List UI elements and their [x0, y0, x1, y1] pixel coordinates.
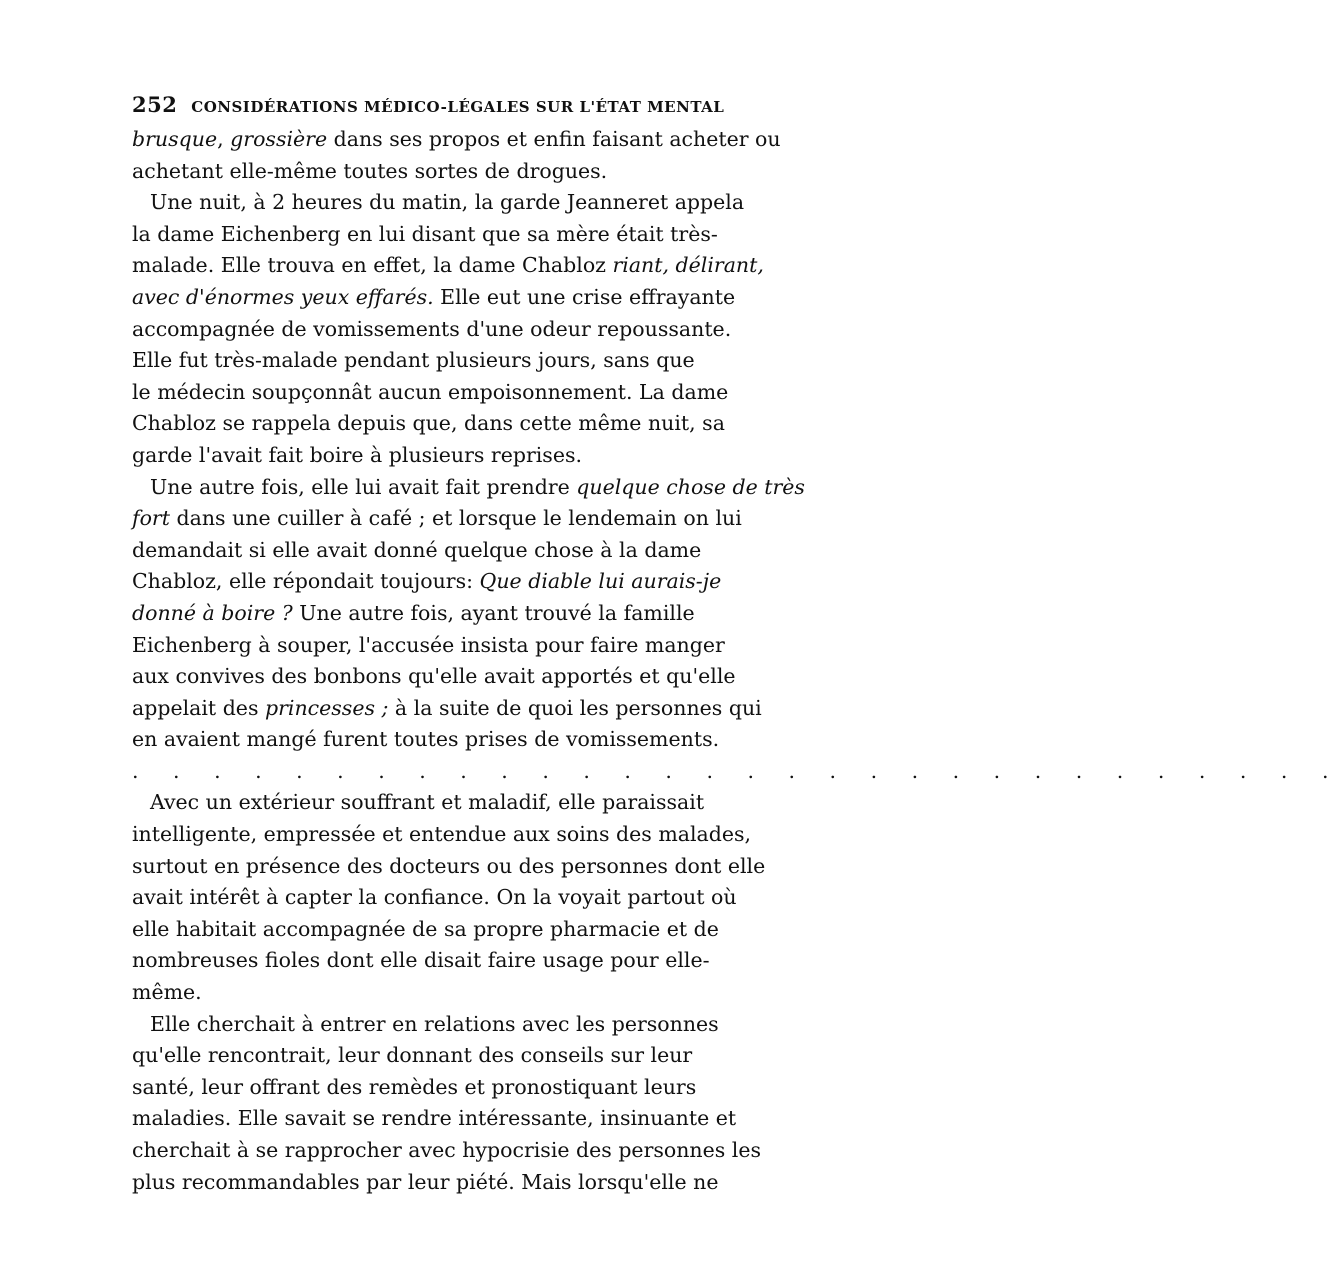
text-line: [132, 219, 718, 251]
text-run: le médecin soupçonnât aucun empoisonnement. La dame: [132, 379, 729, 404]
text-line: [132, 1167, 719, 1199]
text-run: Une autre fois, ayant trouvé la famille: [292, 600, 695, 625]
italic-text: princesses ;: [264, 695, 389, 720]
text-line: [132, 819, 752, 851]
text-run: Eichenberg à souper, l'accusée insista pour faire manger: [132, 632, 725, 657]
text-line: [132, 882, 737, 914]
ellipsis-separator: [132, 756, 1342, 788]
text-run: même.: [132, 980, 202, 1005]
text-run: en avaient mangé furent toutes prises de vomissements.: [132, 727, 720, 752]
text-line: [132, 408, 725, 440]
text-line: [132, 630, 725, 662]
text-line: [132, 693, 762, 725]
text-line: [132, 945, 710, 977]
text-run: la dame Eichenberg en lui disant que sa mère était très-: [132, 221, 718, 246]
text-line: [132, 1009, 719, 1041]
italic-text: brusque: [132, 127, 218, 151]
text-run: surtout en présence des docteurs ou des personnes dont elle: [132, 853, 766, 878]
italic-text: fort: [132, 506, 170, 531]
text-run: maladies. Elle savait se rendre intéressante, insinuante et: [132, 1106, 737, 1131]
text-line: [132, 377, 729, 409]
text-run: dans ses propos et enfin faisant acheter ou: [327, 127, 781, 151]
text-line: [132, 851, 766, 883]
text-line: [132, 472, 805, 504]
text-run: qu'elle rencontrait, leur donnant des conseils sur leur: [132, 1043, 693, 1068]
text-run: nombreuses fioles dont elle disait faire usage pour elle-: [132, 948, 710, 973]
text-run: Elle cherchait à entrer en relations avec les personnes: [150, 1011, 719, 1036]
text-run: Chabloz, elle répondait toujours:: [132, 569, 480, 594]
text-line: [132, 282, 736, 314]
text-run: avait intérêt à capter la confiance. On la voyait partout où: [132, 885, 737, 910]
italic-text: Que diable lui aurais-je: [479, 569, 722, 594]
text-line: [132, 156, 677, 188]
text-line: [132, 187, 745, 219]
text-run: elle habitait accompagnée de sa propre pharmacie et de: [132, 916, 719, 941]
text-run: à la suite de quoi les personnes qui: [388, 695, 762, 720]
text-run: Elle eut une crise effrayante: [433, 284, 736, 309]
text-line: [132, 345, 695, 377]
page-number: 252: [132, 92, 178, 117]
text-line: [132, 566, 722, 598]
text-run: santé, leur offrant des remèdes et pronostiquant leurs: [132, 1074, 697, 1099]
text-run: demandait si elle avait donné quelque chose à la dame: [132, 537, 702, 562]
text-run: Avec un extérieur souffrant et maladif, elle paraissait: [150, 790, 705, 815]
text-run: . . . . . . . . . . . . . . . . . . . . . . . . . . . . . .: [132, 758, 1342, 783]
text-line: [132, 724, 720, 756]
text-run: Elle fut très-malade pendant plusieurs jours, sans que: [132, 348, 695, 373]
text-run: dans une cuiller à café ; et lorsque le lendemain on lui: [169, 506, 742, 531]
italic-text: avec d'énormes yeux effarés.: [132, 284, 434, 309]
text-line: [132, 1103, 737, 1135]
text-line: [132, 787, 705, 819]
text-run: achetant elle-même toutes sortes de drogues.: [132, 158, 608, 183]
text-run: garde l'avait fait boire à plusieurs reprises.: [132, 442, 582, 467]
text-line: [132, 598, 695, 630]
text-run: aux convives des bonbons qu'elle avait apportés et qu'elle: [132, 664, 736, 689]
italic-text: grossière: [230, 127, 328, 151]
text-run: cherchait à se rapprocher avec hypocrisie des personnes les: [132, 1138, 762, 1162]
running-head: [132, 92, 725, 117]
text-line: [132, 661, 736, 693]
text-run: appelait des: [132, 695, 265, 720]
text-run: plus recommandables par leur piété. Mais lorsqu'elle ne: [132, 1169, 719, 1194]
text-line: [132, 124, 781, 156]
text-line: [132, 977, 677, 1009]
text-line: [132, 914, 719, 946]
text-run: intelligente, empressée et entendue aux soins des malades,: [132, 822, 752, 847]
text-run: Chabloz se rappela depuis que, dans cette même nuit, sa: [132, 411, 725, 436]
text-line: [132, 314, 732, 346]
italic-text: quelque chose de très: [576, 474, 805, 499]
text-run: accompagnée de vomissements d'une odeur repoussante.: [132, 316, 732, 341]
text-line: [132, 440, 677, 472]
italic-text: riant, délirant,: [612, 253, 764, 278]
text-run: Une autre fois, elle lui avait fait prendre: [150, 474, 577, 499]
text-run: Une nuit, à 2 heures du matin, la garde Jeanneret appela: [150, 190, 745, 215]
text-line: [132, 250, 764, 282]
text-run: ,: [217, 127, 231, 151]
text-line: [132, 1135, 762, 1167]
text-run: malade. Elle trouva en effet, la dame Chabloz: [132, 253, 613, 278]
body-text: [132, 124, 1342, 1198]
text-line: [132, 535, 702, 567]
text-line: [132, 1040, 693, 1072]
text-line: [132, 1072, 697, 1104]
running-title: CONSIDÉRATIONS MÉDICO-LÉGALES SUR L'ÉTAT MENTAL: [191, 98, 725, 116]
italic-text: donné à boire ?: [132, 600, 293, 625]
text-line: [132, 503, 742, 535]
